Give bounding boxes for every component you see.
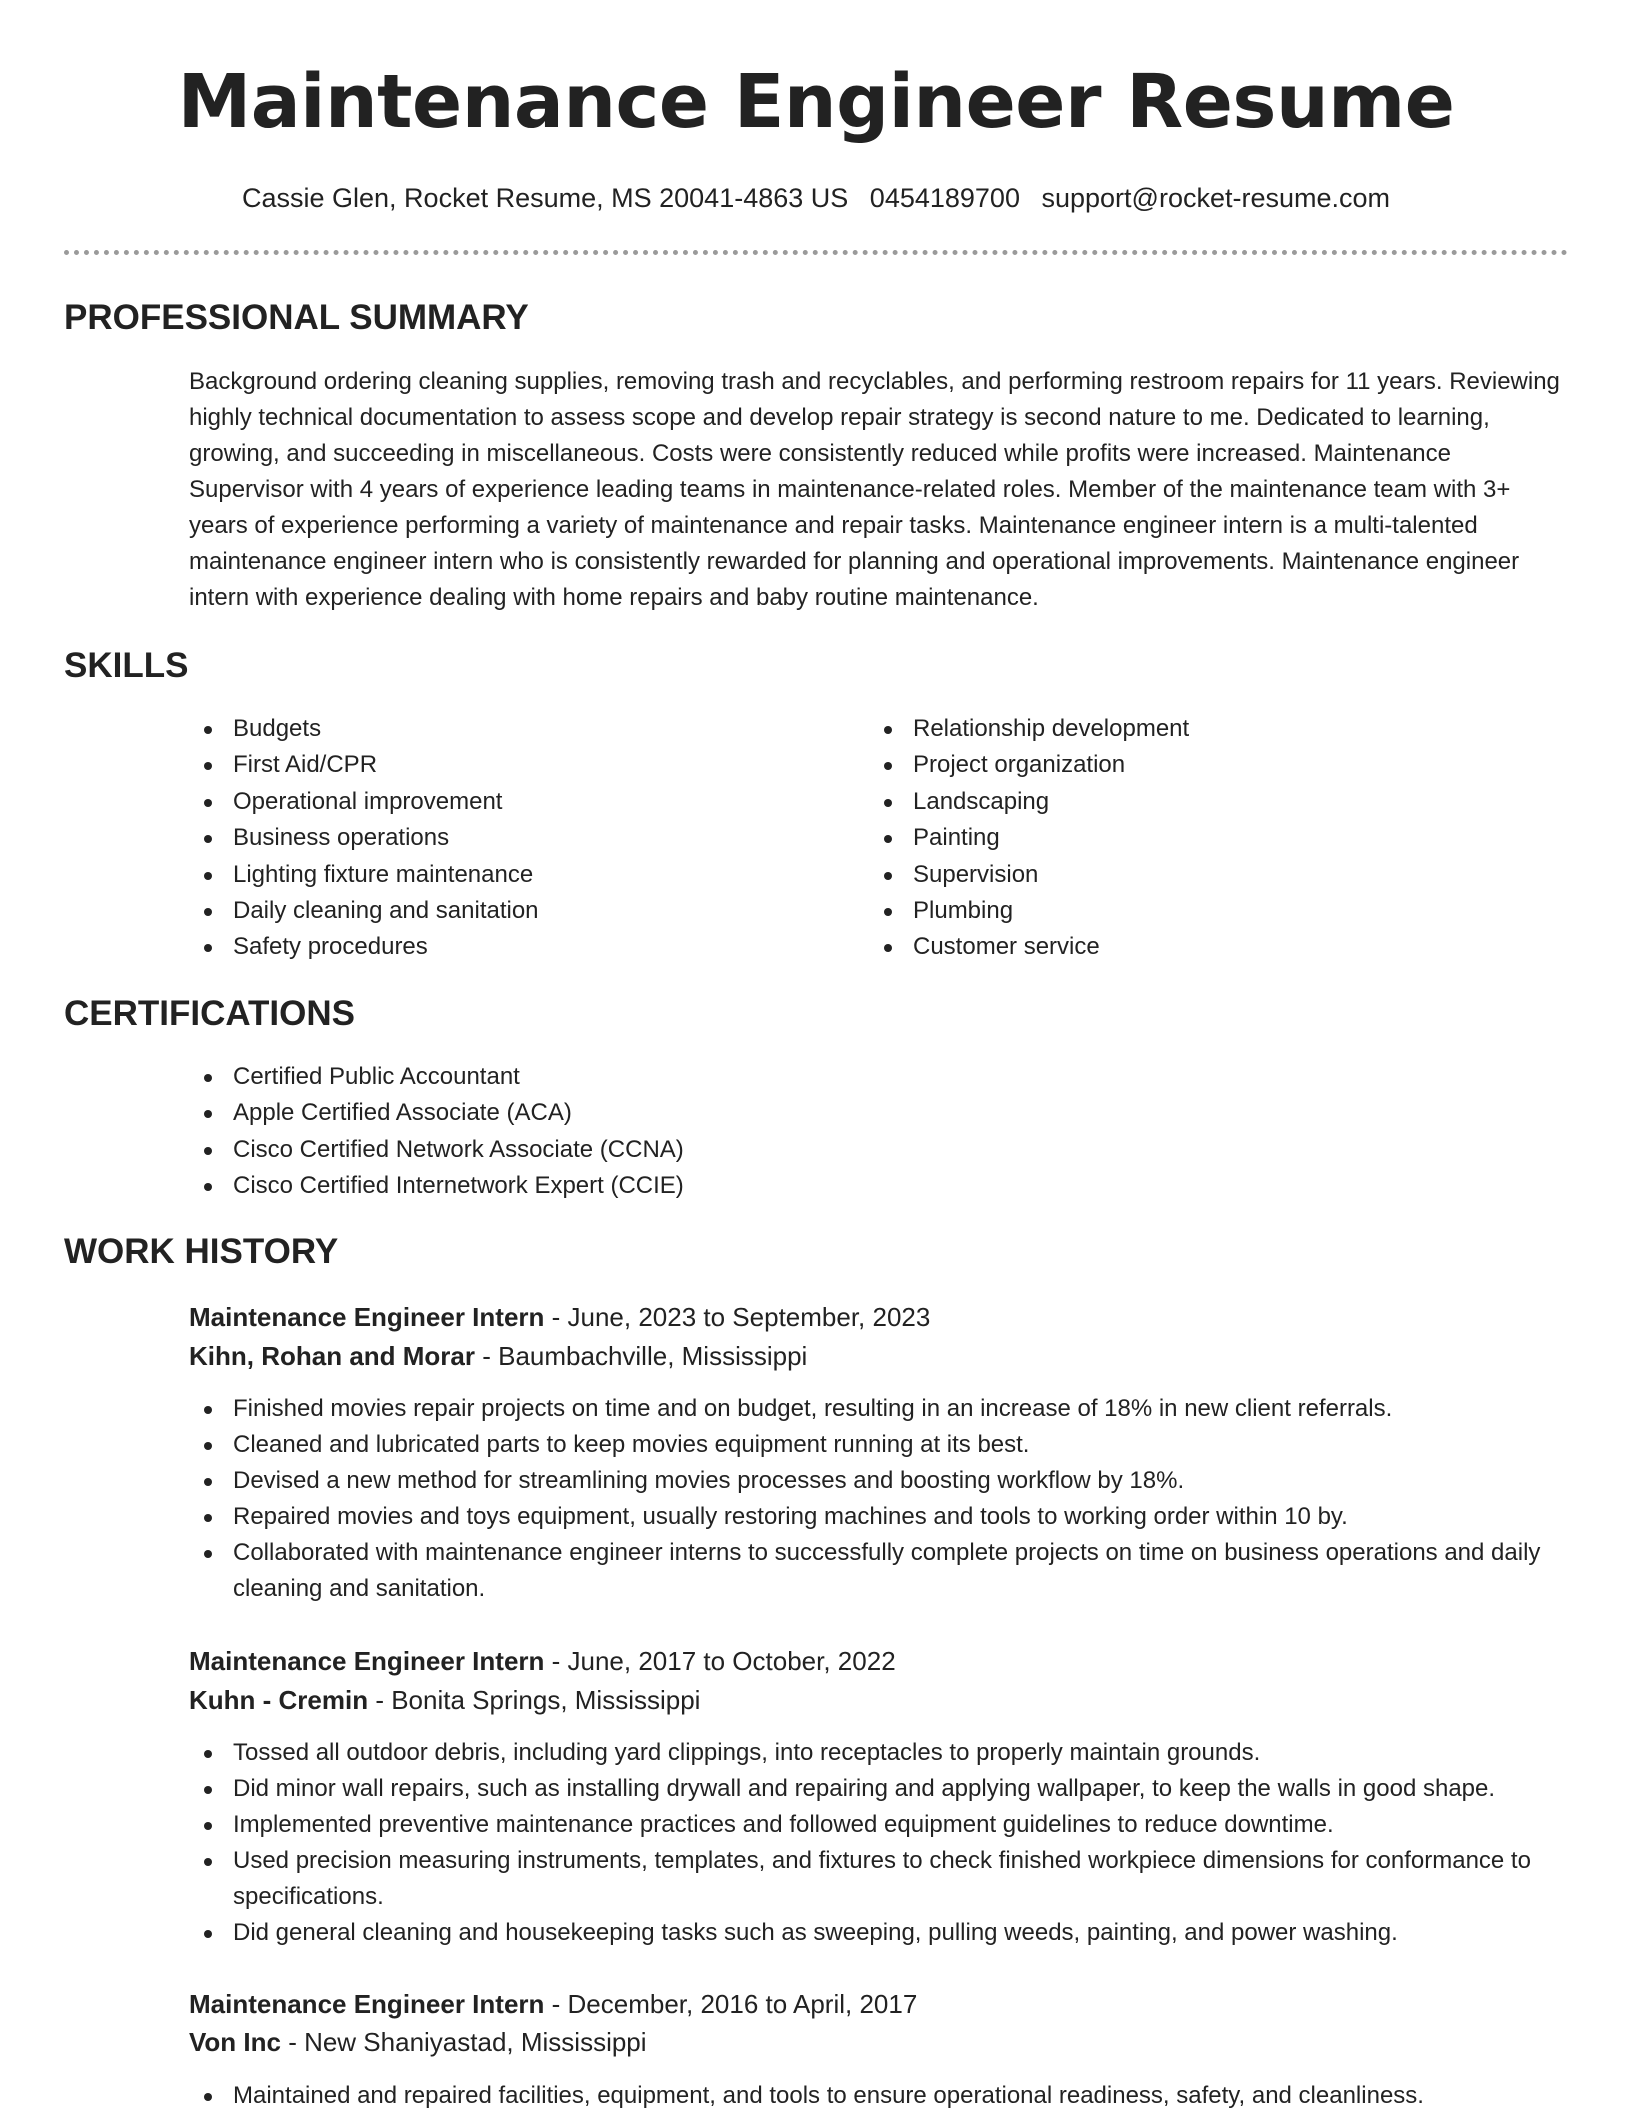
summary-heading: PROFESSIONAL SUMMARY [64,298,529,337]
certification-item: Cisco Certified Internetwork Expert (CCIE) [189,1168,1189,1204]
skill-item: Budgets [189,711,829,747]
job-location: - New Shaniyastad, Mississippi [280,2027,647,2057]
skills-list-left [189,711,829,966]
job-location: - Baumbachville, Mississippi [475,1341,808,1371]
job-bullet: Collaborated with maintenance engineer interns to successfully complete projects on time on business operations and daily cleaning and sanitation. [189,1535,1569,1607]
resume-title: Maintenance Engineer Resume [177,59,1455,145]
job-title: Maintenance Engineer Intern [189,1646,545,1676]
skill-item: Operational improvement [189,784,829,820]
job-bullet: Used precision measuring instruments, templates, and fixtures to check finished workpiece dimensions for conformance to specifications. [189,1843,1569,1915]
job-title-line [189,1642,1569,1680]
job-bullet: Did minor wall repairs, such as installing drywall and repairing and applying wallpaper, to keep the walls in good shape. [189,1771,1569,1807]
job-dates: - June, 2017 to October, 2022 [544,1646,896,1676]
skill-item: Relationship development [869,711,1509,747]
contact-line [0,180,1632,216]
contact-phone: 0454189700 [869,183,1020,213]
summary-text: Background ordering cleaning supplies, removing trash and recyclables, and performing restroom repairs for 11 years. Reviewing highly technical documentation to assess scope and develop repair strategy is second nature to me. Dedicated to learning, growing, and succeeding in miscellaneous. Costs were consistently reduced while profits were increased. Maintenance Supervisor with 4 years of experience leading teams in maintenance-related roles. Member of the maintenance team with 3+ years of experience performing a variety of maintenance and repair tasks. Maintenance engineer intern is a multi-talented maintenance engineer intern who is consistently rewarded for planning and operational improvements. Maintenance engineer intern with experience dealing with home repairs and baby routine maintenance. [189,368,1560,611]
contact-email: support@rocket-resume.com [1041,183,1391,213]
job-bullet: Tossed all outdoor debris, including yard clippings, into receptacles to properly maintain grounds. [189,1735,1569,1771]
job-dates: - June, 2023 to September, 2023 [544,1302,931,1332]
skill-item: Business operations [189,820,829,856]
job-bullet: Maintained and repaired facilities, equipment, and tools to ensure operational readiness, safety, and cleanliness. [189,2078,1569,2114]
job-bullet: Implemented preventive maintenance practices and followed equipment guidelines to reduce downtime. [189,1807,1569,1843]
skill-item: Plumbing [869,893,1509,929]
job-company-line [189,1337,1569,1375]
job-bullet: Finished movies repair projects on time and on budget, resulting in an increase of 18% in new client referrals. [189,1391,1569,1427]
job-company: Kihn, Rohan and Morar [189,1341,475,1371]
certification-item: Certified Public Accountant [189,1059,1189,1095]
skill-item: Project organization [869,747,1509,783]
skill-item: Customer service [869,929,1509,965]
job-company-line [189,1681,1569,1719]
job-company-line [189,2023,1569,2061]
job-bullet: Cleaned and lubricated parts to keep movies equipment running at its best. [189,1427,1569,1463]
skills-heading: SKILLS [64,646,189,685]
job-company: Kuhn - Cremin [189,1685,369,1715]
job-bullets [189,1735,1569,1951]
work-history-heading: WORK HISTORY [64,1232,339,1271]
job-title: Maintenance Engineer Intern [189,1302,545,1332]
skill-item: Supervision [869,857,1509,893]
skill-item: Lighting fixture maintenance [189,857,829,893]
certification-item: Apple Certified Associate (ACA) [189,1095,1189,1131]
job-bullet: Repaired movies and toys equipment, usually restoring machines and tools to working order within 10 by. [189,1499,1569,1535]
job-dates: - December, 2016 to April, 2017 [544,1989,918,2019]
job-title: Maintenance Engineer Intern [189,1989,545,2019]
job-bullet: Did general cleaning and housekeeping tasks such as sweeping, pulling weeds, painting, and power washing. [189,1915,1569,1951]
header-divider [64,250,1568,255]
job-title-line [189,1298,1569,1336]
skill-item: Safety procedures [189,929,829,965]
skill-item: Painting [869,820,1509,856]
skills-list-right [869,711,1509,966]
skill-item: Daily cleaning and sanitation [189,893,829,929]
job-bullets [189,2078,1569,2114]
certifications-heading: CERTIFICATIONS [64,994,356,1033]
certifications-list [189,1059,1189,1205]
job-location: - Bonita Springs, Mississippi [368,1685,701,1715]
job-bullets [189,1391,1569,1607]
job-title-line [189,1985,1569,2023]
skill-item: Landscaping [869,784,1509,820]
certification-item: Cisco Certified Network Associate (CCNA) [189,1132,1189,1168]
job-bullet: Devised a new method for streamlining movies processes and boosting workflow by 18%. [189,1463,1569,1499]
skill-item: First Aid/CPR [189,747,829,783]
job-company: Von Inc [189,2027,281,2057]
contact-address: Cassie Glen, Rocket Resume, MS 20041-4863 US [241,183,849,213]
